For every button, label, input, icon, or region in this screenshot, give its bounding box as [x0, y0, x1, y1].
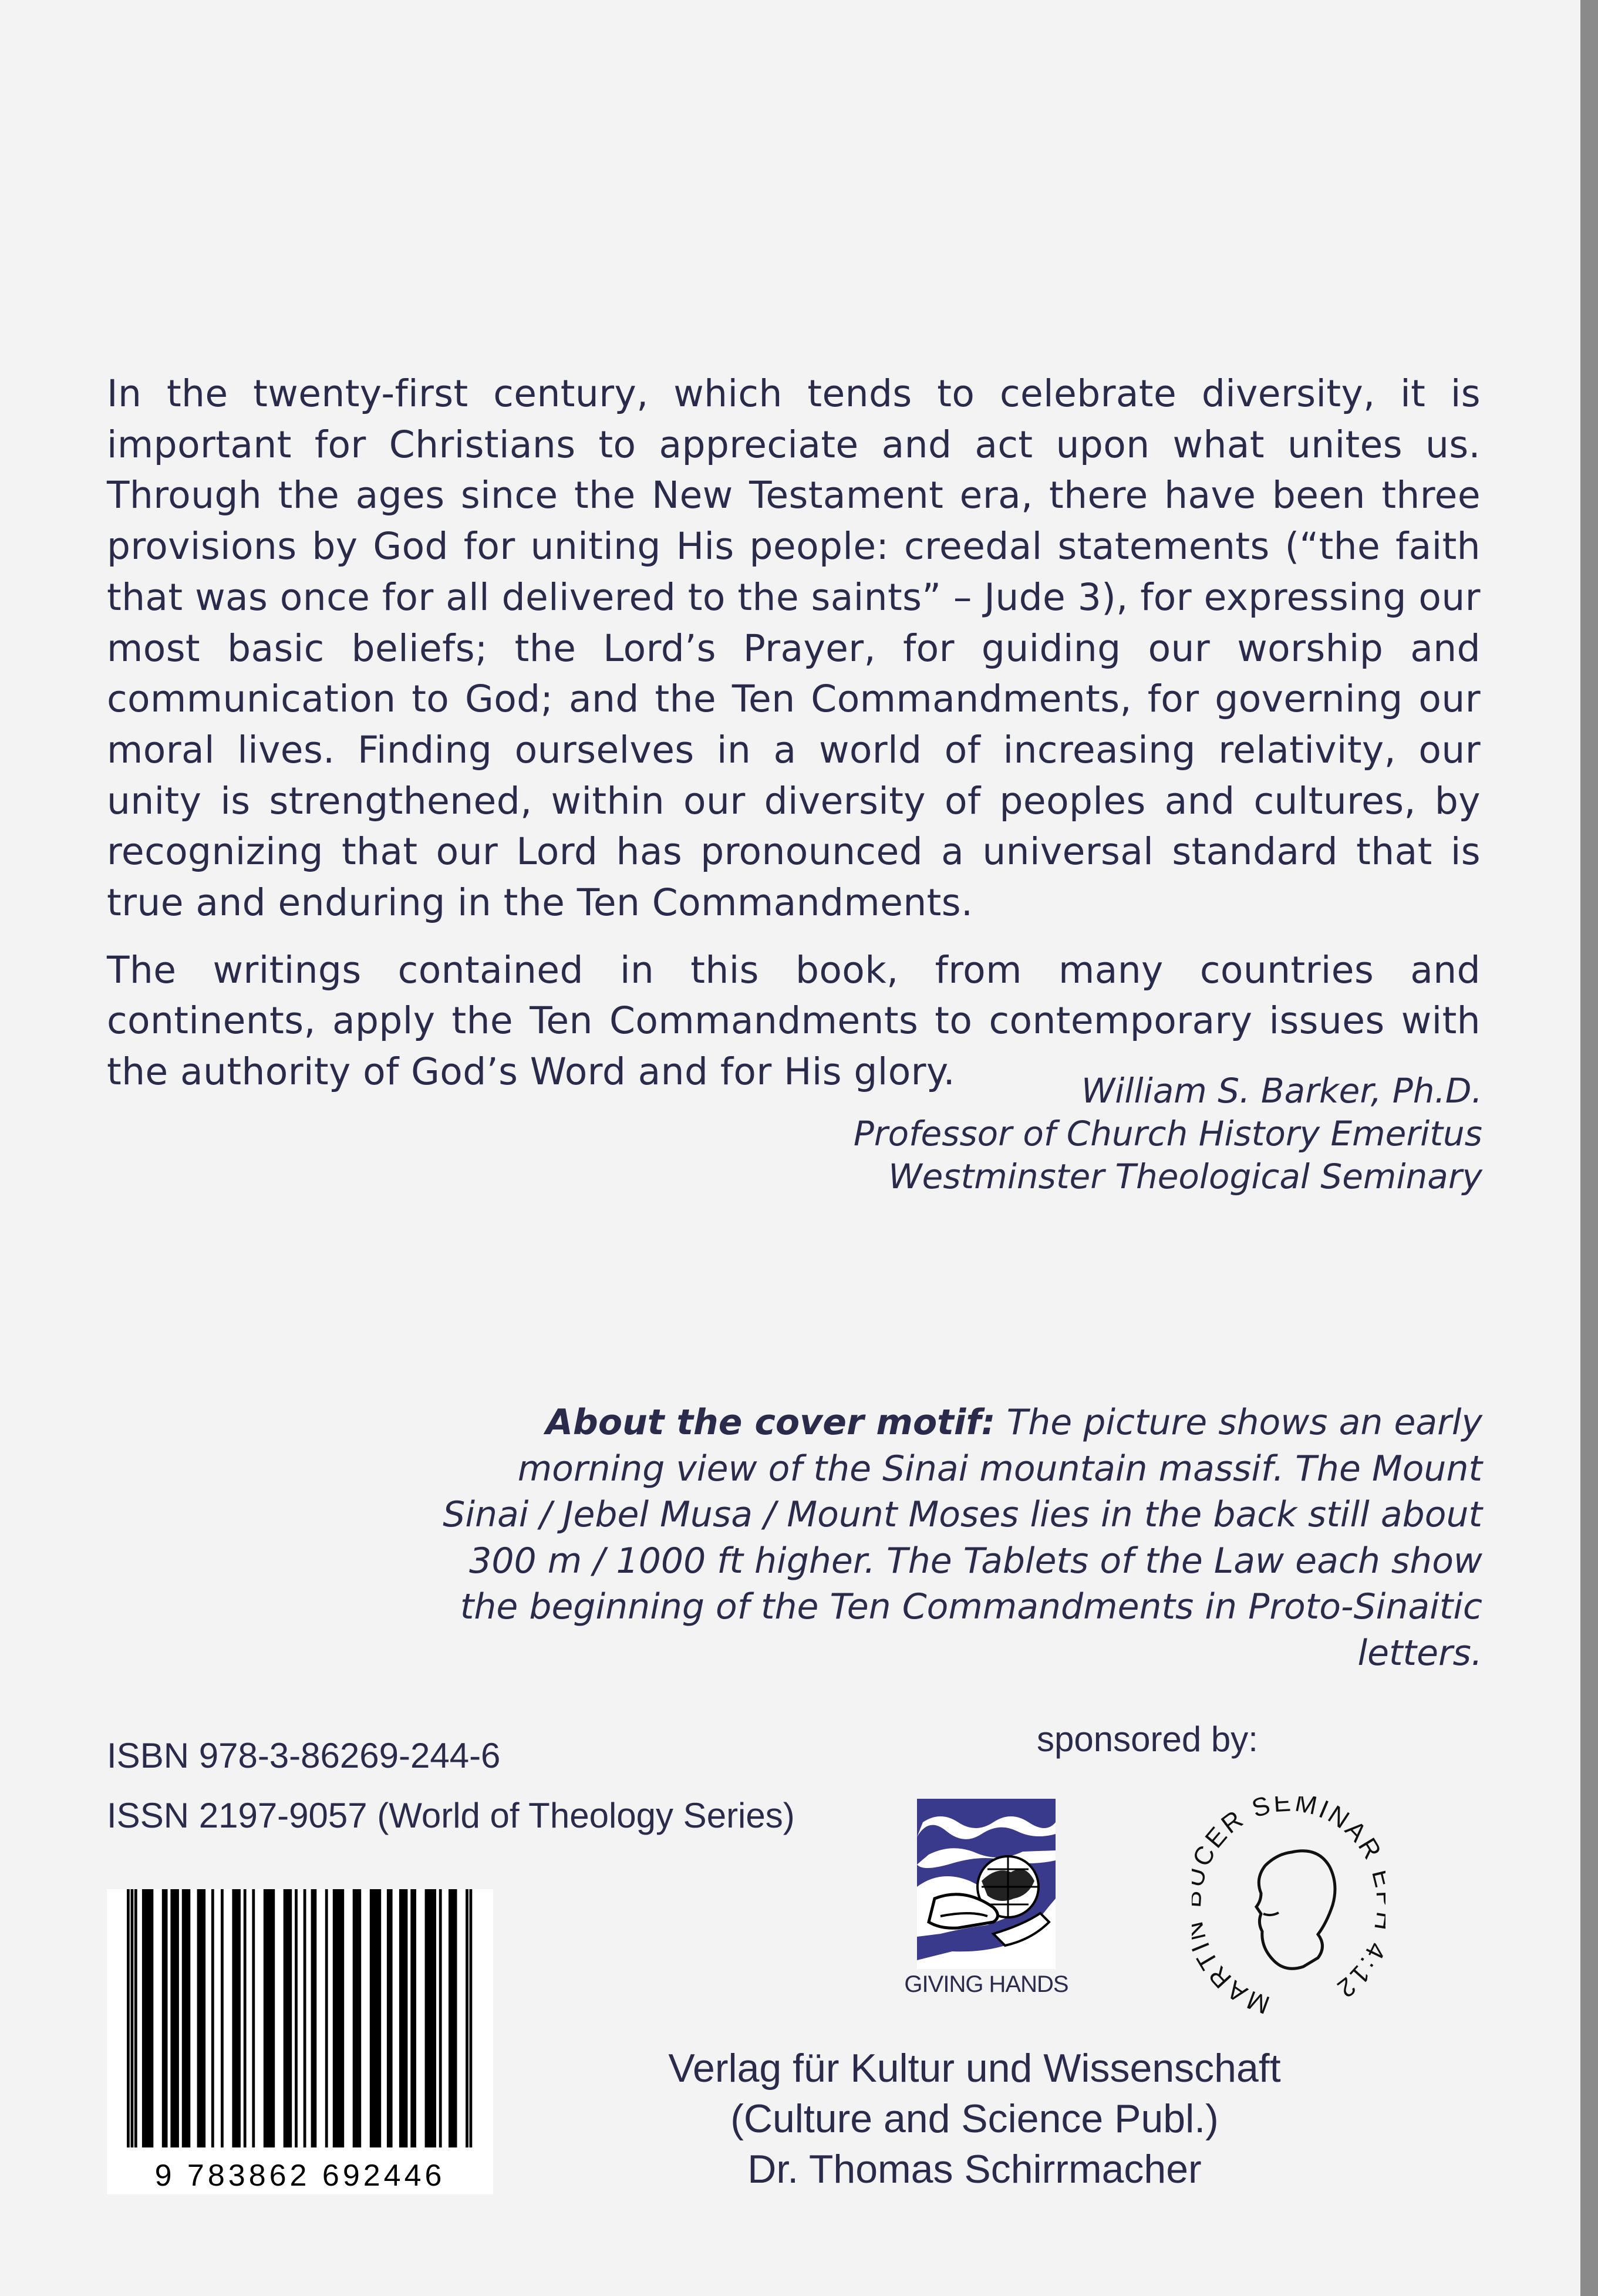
- cover-motif-note: [426, 1400, 1482, 1676]
- barcode-bar: [449, 1889, 457, 2147]
- sponsored-by-heading: sponsored by:: [1037, 1720, 1258, 1759]
- publisher-owner: Dr. Thomas Schirrmacher: [747, 2147, 1202, 2192]
- martin-bucer-seminar-icon: [1192, 1796, 1385, 2031]
- issn-number: ISSN 2197-9057 (World of Theology Series): [107, 1796, 795, 1835]
- barcode-bar: [211, 1889, 214, 2147]
- barcode-bar: [127, 1889, 130, 2147]
- barcode-bar: [311, 1889, 317, 2147]
- barcode-bar: [353, 1889, 362, 2147]
- cover-motif-label: About the cover motif:: [545, 1402, 996, 1443]
- barcode-bar: [295, 1889, 298, 2147]
- barcode-bar: [439, 1889, 442, 2147]
- barcode-bar: [197, 1889, 206, 2147]
- publisher-name: Verlag für Kultur und Wissenschaft: [668, 2046, 1281, 2091]
- barcode-bar: [470, 1889, 473, 2147]
- barcode-bar: [333, 1889, 344, 2147]
- barcode-bar: [387, 1889, 393, 2147]
- giving-hands-icon: [917, 1799, 1056, 1969]
- barcode-bar: [244, 1889, 247, 2147]
- blurb-paragraph-2: The writings contained in this book, from many countries and continents, apply the Ten Commandments to contemporary issues with the authority of God’s Word and for His glory.: [107, 948, 1481, 1094]
- barcode-bar: [232, 1889, 241, 2147]
- barcode-bar: [131, 1889, 134, 2147]
- barcode-bar: [466, 1889, 468, 2147]
- barcode-graphic: [107, 1889, 493, 2194]
- giving-hands-label: GIVING HANDS: [904, 1971, 1068, 1997]
- publisher-english-name: (Culture and Science Publ.): [730, 2096, 1219, 2141]
- barcode-bar: [304, 1889, 306, 2147]
- barcode-bar: [264, 1889, 275, 2147]
- publisher-block: [593, 2043, 1356, 2194]
- endorser-institution: Westminster Theological Seminary: [888, 1157, 1482, 1196]
- barcode-bar: [170, 1889, 179, 2147]
- barcode-bar: [162, 1889, 168, 2147]
- svg-text:MARTIN BUCER SEMINAR EPH 4:12: [1192, 1796, 1385, 2019]
- barcode-bar: [284, 1889, 292, 2147]
- isbn-barcode: [107, 1889, 493, 2194]
- barcode-digits: 9 783862 692446: [154, 2159, 446, 2193]
- isbn-number: ISBN 978-3-86269-244-6: [107, 1736, 501, 1775]
- cover-motif-text: The picture shows an early morning view of the Sinai mountain massif. The Mount Sinai / Jebel Musa / Mount Moses lies in the back still about 300 m / 1000 ft higher. The Tablets of the Law each show the beginning of the Ten Commandments in Proto-Sinaitic letters.: [443, 1402, 1482, 1674]
- barcode-bar: [399, 1889, 408, 2147]
- back-cover-blurb: [107, 369, 1481, 1114]
- mbs-ring-text: MART ER SEMINAR :12: [1192, 1796, 1385, 2019]
- barcode-bar: [142, 1889, 153, 2147]
- barcode-bar: [252, 1889, 255, 2147]
- endorser-title: Professor of Church History Emeritus: [853, 1114, 1482, 1154]
- barcode-bar: [325, 1889, 328, 2147]
- barcode-bar: [425, 1889, 436, 2147]
- spine-edge: [1580, 0, 1598, 2296]
- barcode-bar: [410, 1889, 416, 2147]
- blurb-paragraph-1: In the twenty-first century, which tends to celebrate diversity, it is important for Christians to appreciate and act upon what unites us. Through the ages since the New Testament era, there have been three provisions by God for uniting His people: creedal statements (“the faith that was once for all delivered to the saints” – Jude 3), for expressing our most basic beliefs; the Lord’s Prayer, for guiding our worship and communication to God; and the Ten Commandments, for governing our moral lives. Finding ourselves in a world of increasing relativity, our unity is strengthened, within our diversity of peoples and cultures, by recognizing that our Lord has pronounced a universal standard that is true and enduring in the Ten Commandments.: [107, 372, 1481, 925]
- endorsement-signature: [602, 1070, 1482, 1198]
- barcode-bar: [182, 1889, 191, 2147]
- endorser-name: William S. Barker, Ph.D.: [1081, 1071, 1482, 1111]
- martin-bucer-seminar-logo: [1192, 1796, 1385, 2031]
- barcode-bar: [370, 1889, 381, 2147]
- giving-hands-logo: [917, 1799, 1056, 1969]
- barcode-bar: [221, 1889, 224, 2147]
- barcode-bar: [134, 1889, 137, 2147]
